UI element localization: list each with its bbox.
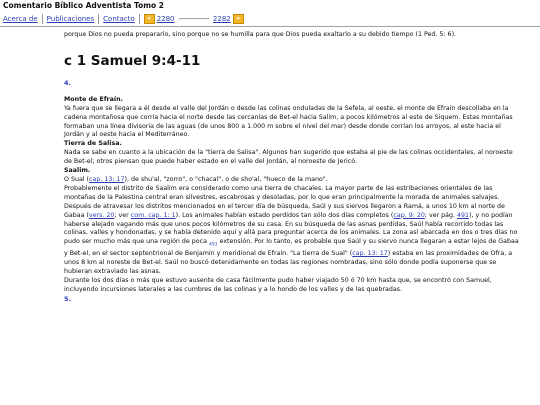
next-page-link[interactable]: 2282 — [212, 14, 231, 23]
page-pager — [140, 14, 248, 24]
paragraph-saalim-district: Probablemente el distrito de Saalim era considerado como una tierra de chacales. La mayor parte de las estribaciones orientales de las montañas de la Palestina central eran silvestres, escabrosas y desoladas, por lo que eran principalmente la morada de animales salvajes. — [64, 184, 500, 201]
nav-contact-link[interactable]: Contacto — [99, 14, 140, 24]
passage-heading: c 1 Samuel 9:4-11 — [64, 52, 201, 69]
intro-text: porque Dios no pueda prepararlo, sino porque no se humilla para que Dios pueda exaltarlo a su debido tiempo (1 Ped. 5: 6). — [64, 31, 457, 38]
subheading-saalim: Saalim. — [64, 167, 91, 175]
scripture-link[interactable]: vers. 20 — [88, 211, 115, 219]
prev-page-icon[interactable]: « — [144, 14, 155, 24]
prev-page-link[interactable]: 2280 — [156, 14, 175, 23]
paragraph-saalim-etymology — [64, 176, 519, 185]
scripture-link[interactable]: cap. 9: 20 — [393, 211, 425, 219]
page-link[interactable]: 491 — [457, 211, 470, 219]
verse-number-4: 4. — [64, 78, 71, 87]
text-span: ), y no podían haberse alejado vagando más que unos pocos kilómetros de su casa. En su búsqueda de las asnas perdidas, Saúl había recorrido todas las colinas, valles y hondonadas, y se había detenido aquí y allá para preguntar acerca de los animales. La zona así abarcada en dos o tres días no pudo ser mucho más que una región de poca — [64, 211, 518, 246]
next-page-icon[interactable]: » — [233, 14, 244, 24]
pager-separator: --------------- — [178, 14, 209, 23]
nav-bar — [0, 12, 248, 25]
subheading-salisa: Tierra de Salisa. — [64, 140, 122, 148]
site-header — [0, 0, 540, 27]
paragraph-monte-efrain: Ya fuera que se llegara a él desde el valle del Jordán o desde las colinas onduladas de la Sefela, al oeste, el monte de Efraín descollaba en la cadena montañosa que corría hacia el norte desde las cercanías de Bet-el hacia Salim, a pocos kilómetros al este de Siquem. Estas montañas formaban una línea divisoria de las aguas (de unos 800 a 1.000 m sobre el nivel del mar) desde donde corrían los arroyos, al este hacia el Jordán y al oeste hacia el Mediterráneo. — [64, 104, 513, 139]
header-divider — [0, 26, 540, 27]
text-span: Después de atravesar los distritos mencionados en el tercer día de búsqueda, Saúl y sus siervos llegaron a Ramá, a unos 10 km al norte de Gabaa ( — [64, 202, 505, 219]
book-title: Comentario Bíblico Adventista Tomo 2 — [3, 1, 165, 10]
paragraph-travel-distance: Durante los dos días o más que estuvo ausente de casa fácilmente pudo haber viajado 50 ó 70 km hasta que, se encontró con Samuel, incluyendo incursiones laterales a las cumbres de las colinas y a lo hondo de los valles y de las quebradas. — [64, 277, 492, 294]
text-span: O Sual ( — [64, 175, 90, 183]
text-span: ) estaba en las proximidades de Ofra, a unos 8 km al noreste de Bet-el. Saúl no buscó detenidamente en todas las regiones nombradas, sino sólo donde podía suponerse que se hubieran extraviado las asnas. — [64, 250, 513, 276]
commentary-content — [64, 31, 519, 312]
text-span: ; ver pág. — [424, 211, 458, 219]
paragraph-search-route — [64, 203, 519, 278]
scripture-link[interactable]: cap. 13: 17 — [89, 175, 125, 183]
text-span: ). Los animales habían estado perdidos tan sólo dos días completos ( — [175, 211, 394, 219]
text-span: ; ver — [114, 211, 131, 219]
nav-about-link[interactable]: Acerca de — [0, 14, 43, 24]
page-marker: 491 — [208, 242, 218, 248]
text-span: extensión. Por lo tanto, es probable que Saúl y su siervo nunca llegaran a estar lejos de Gabaa y Bet-el, en el sector septentrional de Benjamín y meridional de Efraín. "La tierra de Sual" ( — [64, 238, 519, 258]
scripture-link[interactable]: cap. 13: 17 — [352, 250, 388, 258]
text-span: ), de shu'al, "zorro", o "chacal", o de sho'al, "hueco de la mano". — [124, 175, 328, 183]
nav-publications-link[interactable]: Publicaciones — [43, 14, 99, 24]
paragraph-salisa: Nada se sabe en cuanto a la ubicación de la "tierra de Salisa". Algunos han sugerido que estaba al pie de las colinas occidentales, al noroeste de Bet-el; otros piensan que puede haber estado en el valle del Jordán, al noroeste de Jericó. — [64, 149, 513, 166]
subheading-monte-efrain: Monte de Efraín. — [64, 95, 123, 103]
commentary-link[interactable]: com. cap. 1: 1 — [130, 211, 176, 219]
verse-number-5: 5. — [64, 295, 71, 303]
